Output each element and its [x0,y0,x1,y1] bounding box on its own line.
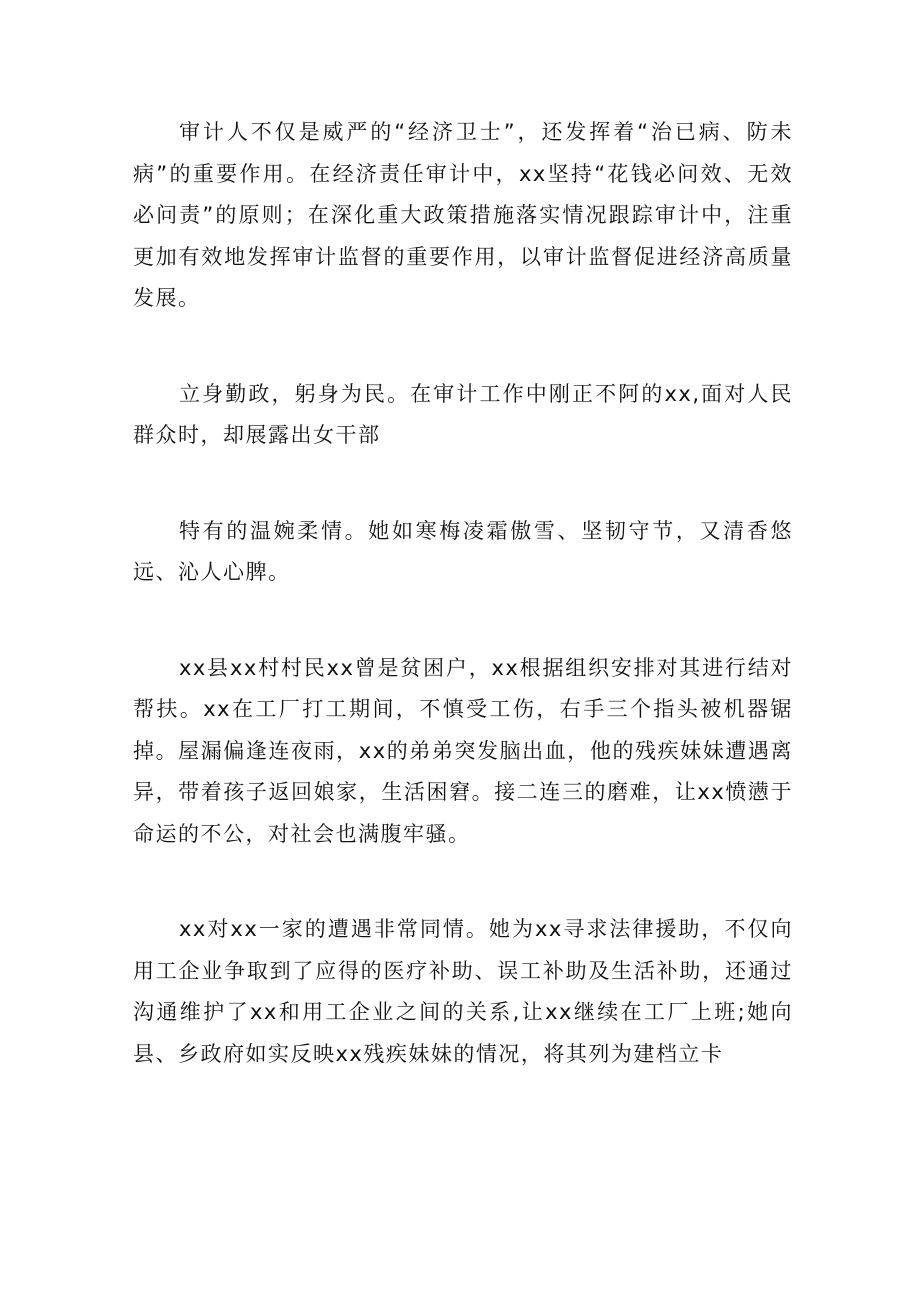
paragraph-legal-aid: xx对xx一家的遭遇非常同情。她为xx寻求法律援助，不仅向用工企业争取到了应得的医疗补助、误工补助及生活补助，还通过沟通维护了xx和用工企业之间的关系,让xx继续在工厂上班;她向县、乡政府如实反映xx残疾妹妹的情况，将其列为建档立卡 [133,917,793,1066]
paragraph-poor-household: xx县xx村村民xx曾是贫困户，xx根据组织安排对其进行结对帮扶。xx在工厂打工期间，不慎受工伤，右手三个指头被机器锯掉。屋漏偏逢连夜雨，xx的弟弟突发脑出血，他的残疾妹妹遭遇离异，带着孩子返回娘家，生活困窘。接二连三的磨难，让xx愤懑于命运的不公，对社会也满腹牢骚。 [133,655,793,846]
paragraph-diligent-service: 立身勤政，躬身为民。在审计工作中刚正不阿的xx,面对人民群众时，却展露出女干部 [133,381,793,447]
paragraph-plum-blossom: 特有的温婉柔情。她如寒梅凌霜傲雪、坚韧守节，又清香悠远、沁人心脾。 [133,518,793,584]
document-body [133,112,793,1075]
paragraph-audit-role: 审计人不仅是威严的“经济卫士”，还发挥着“治已病、防未病”的重要作用。在经济责任审计中，xx坚持“花钱必问效、无效必问责”的原则；在深化重大政策措施落实情况跟踪审计中，注重更加有效地发挥审计监督的重要作用，以审计监督促进经济高质量发展。 [133,120,793,310]
